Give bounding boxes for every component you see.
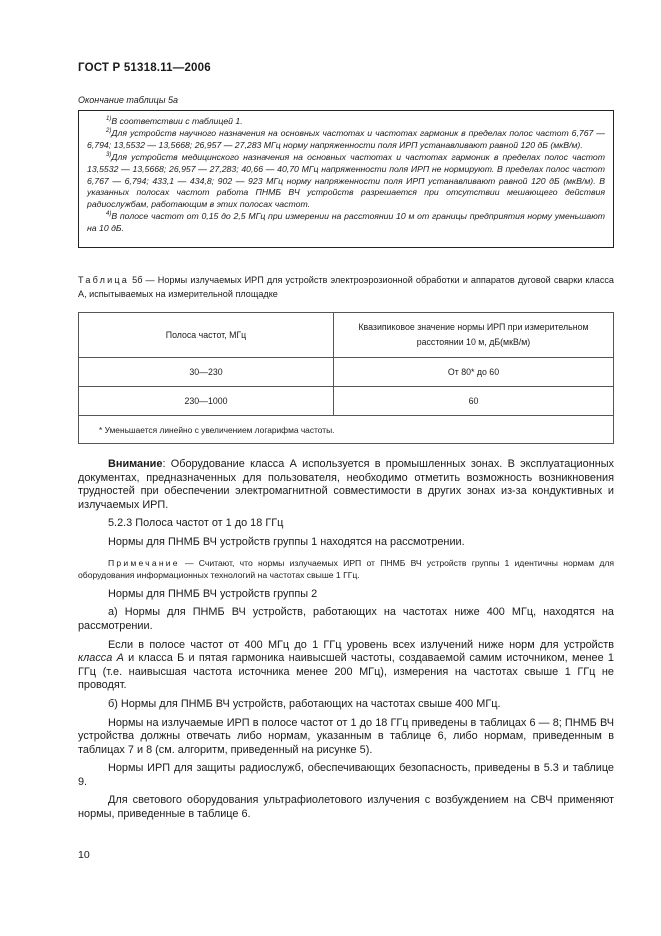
paragraph-group1: Нормы для ПНМБ ВЧ устройств группы 1 находятся на рассмотрении. [108,535,465,548]
paragraph-item-a: а) Нормы для ПНМБ ВЧ устройств, работающих на частотах ниже 400 МГц, находятся на рассмотрении. [78,606,614,632]
header-frequency-band: Полоса частот, МГц [79,313,334,358]
footnote-3: $^{3)}$Для устройств медицинского назначения на основных частотах и частотах гармоник в пределах полос частот 13,5532 — 13,5668; 26,957 — 27,283; 40,66 — 40,70 МГц напряженности поля ИРП не нормируют. В пределах полос частот 6,767 — 6,794; 433,1 — 434,8; 902 — 923 МГц норму напряженности поля ИРП устанавливают равной 120 дБ (мкВ/м). В указанных полосах частот работа ПНМБ ВЧ устройств разрешается при отсутствии мешающего действия радиослужбам, работающим в этих полосах частот. [87,151,605,210]
paragraph-group2: Нормы для ПНМБ ВЧ устройств группы 2 [108,587,318,600]
note-paragraph: Примечание — Считают, что нормы излучаемых ИРП от ПНМБ ВЧ устройств группы 1 идентичны нормам для оборудования информационных технологий на частотах свыше 1 ГГц. [78,557,614,581]
table-5b [78,312,614,444]
footnote-2: $^{2)}$Для устройств научного назначения на основных частотах и частотах гармоник в пределах полос частот 6,767 — 6,794; 13,5532 — 13,5668; 26,957 — 27,283 МГц норму напряженности поля ИРП устанавливают равной 120 дБ (мкВ/м). [87,127,605,150]
table-row [79,387,614,416]
body-text [78,458,614,822]
cell-band: 230—1000 [79,387,334,416]
footnote-1: $^{1)}$В соответствии с таблицей 1. [106,116,243,126]
footnote-4: $^{4)}$В полосе частот от 0,15 до 2,5 МГц при измерении на расстоянии 10 м от границы предприятия норму уменьшают на 10 дБ. [87,211,605,234]
cell-limit: 60 [334,387,614,416]
cell-limit: От 80* до 60 [334,358,614,387]
table-5a-footnotes-box [78,110,614,248]
paragraph-norms-tables: Нормы на излучаемые ИРП в полосе частот от 1 до 18 ГГц приведены в таблицах 6 — 8; ПНМБ ВЧ устройства должны отвечать либо нормам, указанным в таблице 6, либо нормам, приведенным в таблицах 7 и 8 (см. алгоритм, приведенный на рисунке 5). [78,716,614,756]
cell-band: 30—230 [79,358,334,387]
header-quasi-peak-limit: Квазипиковое значение нормы ИРП при измерительном расстоянии 10 м, дБ(мкВ/м) [334,313,614,358]
table-continuation-label: Окончание таблицы 5а [78,95,178,105]
paragraph-item-b: б) Нормы для ПНМБ ВЧ устройств, работающих на частотах свыше 400 МГц. [108,697,501,710]
paragraph-safety-services: Нормы ИРП для защиты радиослужб, обеспечивающих безопасность, приведены в 5.3 и таблице 9. [78,762,614,788]
page-number: 10 [78,849,90,861]
table-header-row [79,313,614,358]
paragraph-uv-equipment: Для светового оборудования ультрафиолетового излучения с возбуждением на СВЧ применяют нормы, приведенные в таблице 6. [78,794,614,821]
section-5-2-3-heading: 5.2.3 Полоса частот от 1 до 18 ГГц [108,517,284,530]
table-footnote: * Уменьшается линейно с увеличением логарифма частоты. [79,416,614,444]
table-5b-caption: Таблица 5б — Нормы излучаемых ИРП для устройств электроэрозионной обработки и аппаратов дуговой сварки класса А, испытываемых на измерительной площадке [78,275,614,299]
table-footnote-row [79,416,614,444]
table-row [79,358,614,387]
standard-header: ГОСТ Р 51318.11—2006 [78,62,211,74]
attention-paragraph: Внимание: Оборудование класса А используется в промышленных зонах. В эксплуатационных документах, предназначенных для пользователя, необходимо отметить возможность возникновения трудностей при обеспечении электромагнитной совместимости в других зонах из-за кондуктивных и излучаемых ИРП. [78,458,614,511]
paragraph-class-a-b: Если в полосе частот от 400 МГц до 1 ГГц уровень всех излучений ниже норм для устройств класса А и класса Б и пятая гармоника наивысшей частоты, создаваемой самим источником, менее 1 ГГц (т.е. наивысшая частота источника менее 200 МГц), измерения на частотах свыше 1 ГГц не проводят. [78,638,614,692]
